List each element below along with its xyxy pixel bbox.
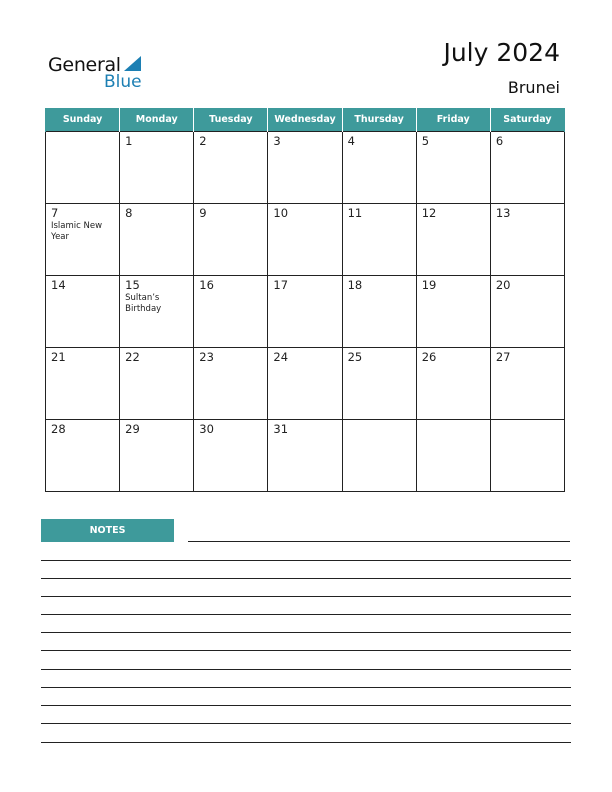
week-row — [46, 420, 565, 492]
day-number: 10 — [273, 206, 289, 220]
day-cell — [46, 132, 120, 204]
day-number: 19 — [421, 278, 437, 292]
day-number: 17 — [273, 278, 289, 292]
day-cell — [490, 204, 564, 276]
calendar-grid — [45, 108, 565, 492]
day-number: 9 — [199, 206, 207, 220]
weekday-header: Tuesday — [194, 108, 268, 132]
note-line — [41, 742, 571, 743]
day-cell — [194, 348, 268, 420]
day-cell — [490, 420, 564, 492]
day-number: 21 — [51, 350, 66, 364]
day-number: 22 — [125, 350, 140, 364]
logo-text-general: General — [48, 54, 121, 76]
day-cell — [342, 132, 416, 204]
note-line — [41, 632, 571, 633]
day-number: 28 — [51, 422, 66, 436]
day-cell — [194, 420, 268, 492]
calendar-body — [46, 132, 565, 492]
day-number: 23 — [199, 350, 214, 364]
week-row — [46, 348, 565, 420]
day-number: 5 — [421, 134, 430, 148]
day-cell — [416, 132, 490, 204]
note-line — [41, 723, 571, 724]
day-cell — [342, 204, 416, 276]
day-cell — [194, 204, 268, 276]
note-line — [41, 687, 571, 688]
day-number: 2 — [199, 134, 207, 148]
day-number: 29 — [125, 422, 140, 436]
day-number: 18 — [347, 278, 363, 292]
week-row — [46, 132, 565, 204]
day-cell — [490, 348, 564, 420]
day-number: 26 — [421, 350, 437, 364]
day-cell — [46, 276, 120, 348]
day-number: 20 — [495, 278, 511, 292]
weekday-header: Monday — [120, 108, 194, 132]
holiday-label: Sultan’s Birthday — [125, 293, 162, 314]
note-line — [41, 614, 571, 615]
day-cell — [120, 132, 194, 204]
day-cell — [268, 348, 342, 420]
month-title: July 2024 — [443, 38, 560, 67]
day-cell — [120, 204, 194, 276]
note-line — [188, 541, 570, 542]
logo-text-blue: Blue — [104, 72, 142, 92]
weekday-header: Friday — [416, 108, 490, 132]
weekday-header: Thursday — [342, 108, 416, 132]
day-cell — [268, 420, 342, 492]
day-number: 27 — [495, 350, 511, 364]
weekday-header: Sunday — [46, 108, 120, 132]
day-cell — [268, 132, 342, 204]
day-number: 24 — [273, 350, 289, 364]
day-cell — [120, 276, 194, 348]
day-number: 7 — [51, 206, 59, 220]
day-cell — [268, 204, 342, 276]
day-cell — [490, 276, 564, 348]
day-number: 1 — [125, 134, 133, 148]
day-cell — [416, 204, 490, 276]
day-cell — [342, 348, 416, 420]
day-number: 15 — [125, 278, 140, 292]
weekday-header: Saturday — [490, 108, 564, 132]
day-number: 25 — [347, 350, 363, 364]
week-row — [46, 276, 565, 348]
day-cell — [120, 348, 194, 420]
day-number: 8 — [125, 206, 133, 220]
day-cell — [46, 348, 120, 420]
day-cell — [46, 204, 120, 276]
day-cell — [194, 132, 268, 204]
day-cell — [416, 276, 490, 348]
day-number: 4 — [347, 134, 355, 148]
day-cell — [194, 276, 268, 348]
note-line — [41, 578, 571, 579]
day-cell — [416, 420, 490, 492]
day-cell — [416, 348, 490, 420]
day-number: 30 — [199, 422, 214, 436]
day-cell — [342, 276, 416, 348]
day-number: 14 — [51, 278, 66, 292]
weekday-header: Wednesday — [268, 108, 342, 132]
notes-label: NOTES — [41, 519, 174, 542]
day-cell — [46, 420, 120, 492]
country-subtitle: Brunei — [507, 78, 560, 97]
generalblue-logo — [48, 52, 158, 92]
day-number: 31 — [273, 422, 289, 436]
note-line — [41, 669, 571, 670]
note-line — [41, 560, 571, 561]
week-row — [46, 204, 565, 276]
day-cell — [268, 276, 342, 348]
day-number: 16 — [199, 278, 214, 292]
day-number: 11 — [347, 206, 363, 220]
day-number: 3 — [273, 134, 281, 148]
note-line — [41, 650, 571, 651]
day-number: 13 — [495, 206, 511, 220]
day-number: 6 — [495, 134, 504, 148]
note-line — [41, 705, 571, 706]
day-cell — [120, 420, 194, 492]
weekday-header-row — [46, 108, 565, 132]
day-number: 12 — [421, 206, 437, 220]
day-cell — [490, 132, 564, 204]
holiday-label: Islamic New Year — [51, 221, 103, 242]
note-line — [41, 596, 571, 597]
logo-triangle-icon — [124, 56, 141, 71]
day-cell — [342, 420, 416, 492]
